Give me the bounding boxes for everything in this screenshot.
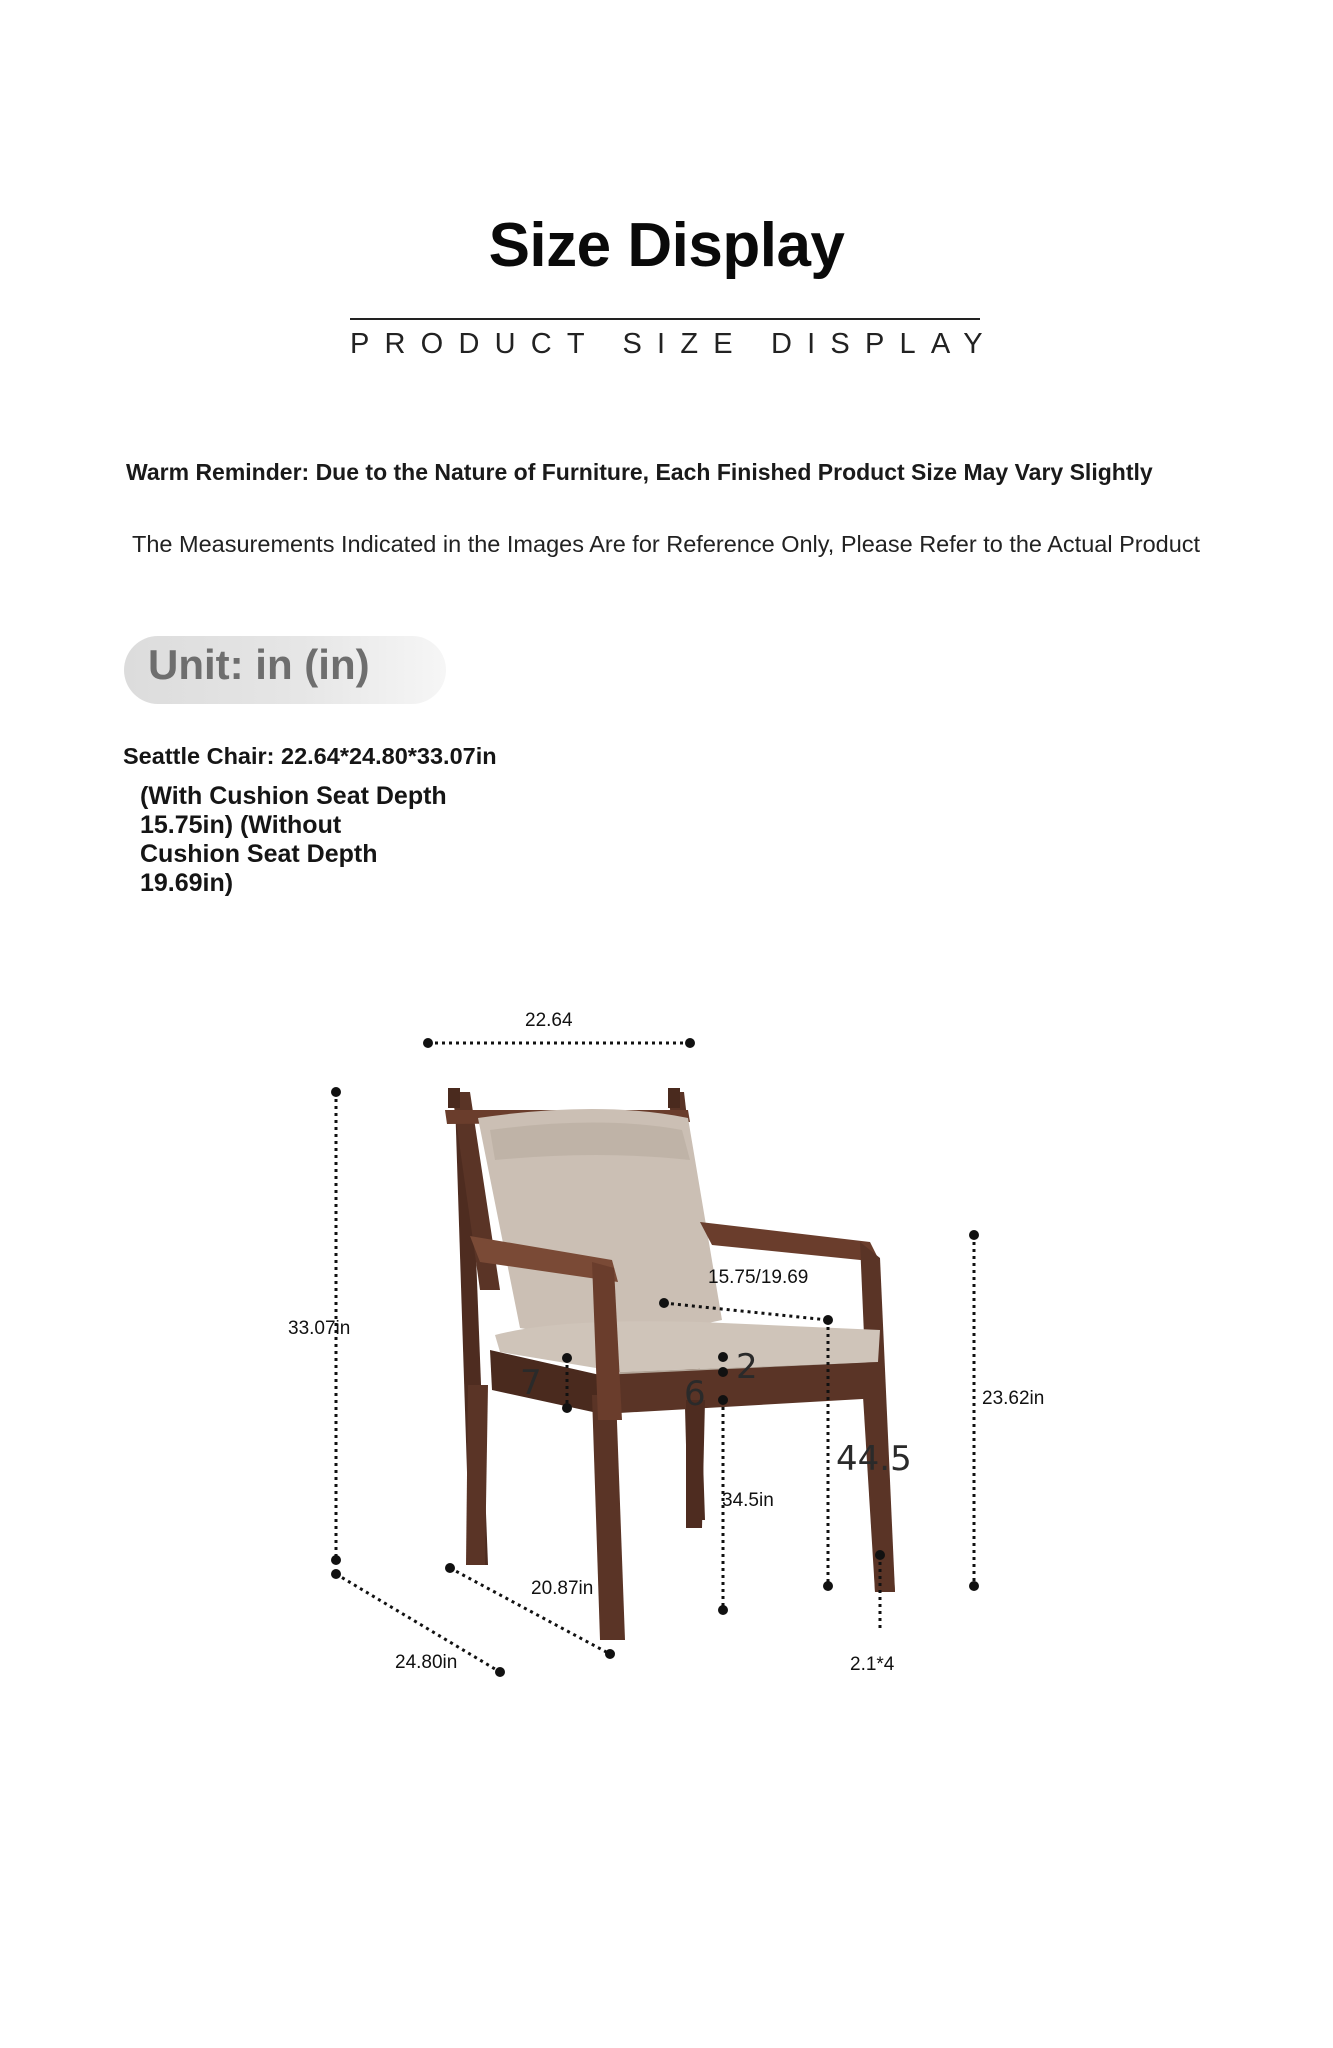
unit-label: Unit: in (in): [148, 641, 370, 688]
leg-size-label: 2.1*4: [850, 1654, 895, 1675]
inner-depth-label: 20.87in: [531, 1578, 594, 1599]
front-leg-left: [592, 1395, 625, 1640]
chair-dimension-diagram: [0, 980, 1333, 1740]
post-cap-right: [668, 1088, 680, 1108]
arm-depth-label: 44.5: [836, 1439, 912, 1479]
back-leg-lower-left: [466, 1385, 488, 1565]
page-title: Size Display: [488, 211, 845, 280]
page-subtitle: PRODUCT SIZE DISPLAY: [350, 328, 998, 360]
chair-depth-line: 19.69in): [140, 869, 234, 897]
frame-top-label: 2: [736, 1347, 758, 1387]
depth-label: 24.80in: [395, 1652, 458, 1673]
chair-size-text: Seattle Chair: 22.64*24.80*33.07in: [123, 743, 497, 769]
armrest-right: [700, 1222, 880, 1262]
chair-depth-text: [140, 782, 470, 898]
width-label: 22.64: [525, 1010, 573, 1031]
warm-reminder-text: Warm Reminder: Due to the Nature of Furniture, Each Finished Product Size May Vary Slightly: [126, 459, 1153, 485]
height-label: 33.07in: [288, 1318, 351, 1339]
chair-depth-line: 15.75in) (Without: [140, 811, 342, 839]
seat-depth-label: 15.75/19.69: [708, 1267, 809, 1288]
seat-height-label: 34.5in: [722, 1490, 774, 1511]
reference-note-text: The Measurements Indicated in the Images Are for Reference Only, Please Refer to the Actual Product: [132, 531, 1201, 557]
chair-depth-line: (With Cushion Seat Depth: [140, 782, 447, 810]
arm-height-label: 23.62in: [982, 1388, 1045, 1409]
chair-depth-line: Cushion Seat Depth: [140, 840, 378, 868]
frame-bottom-label: 6: [684, 1374, 706, 1414]
front-leg-mid: [686, 1400, 705, 1528]
post-cap-left: [448, 1088, 460, 1108]
cushion-thickness-label: 7: [520, 1363, 542, 1403]
title-divider: [350, 318, 980, 320]
